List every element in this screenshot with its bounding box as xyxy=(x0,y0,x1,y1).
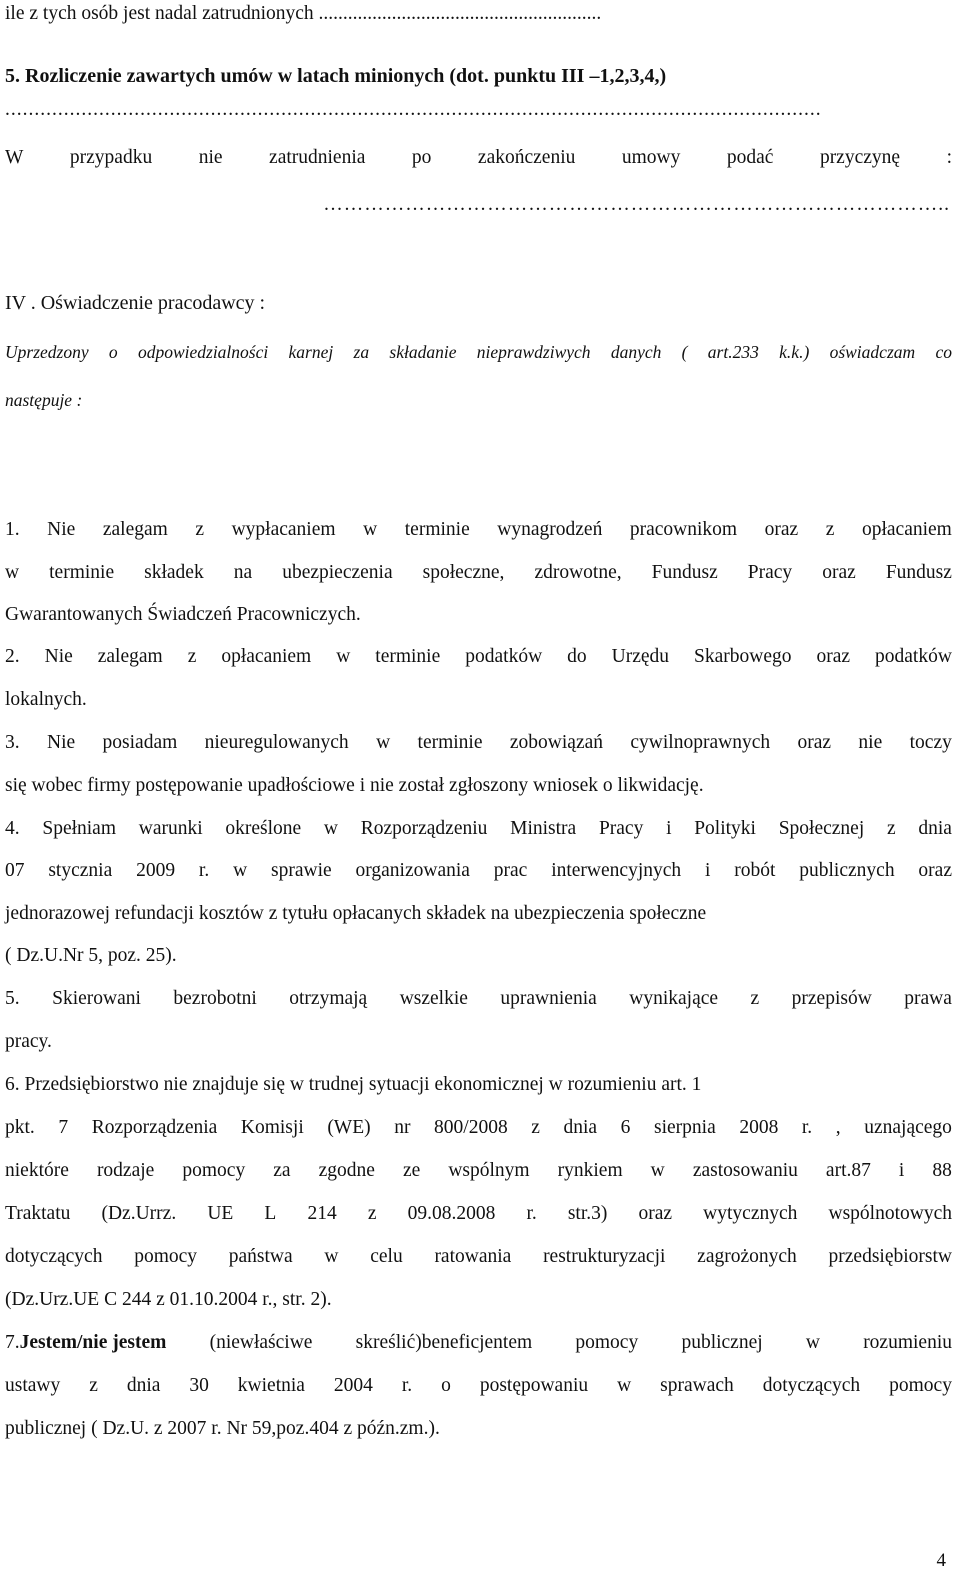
word: z xyxy=(750,988,760,1009)
word: warunki xyxy=(138,818,203,839)
word: Społecznej xyxy=(778,818,865,839)
word: za xyxy=(353,342,370,362)
word: ( xyxy=(681,342,688,362)
word: w xyxy=(617,1375,632,1396)
word: za xyxy=(273,1160,291,1181)
text-line: się wobec firmy postępowanie upadłościowe i nie został zgłoszony wniosek o likwidację. xyxy=(5,775,704,796)
word: po xyxy=(411,147,432,168)
word: skreślić)beneficjentem xyxy=(355,1332,533,1353)
word: i xyxy=(666,818,672,839)
word: 4. xyxy=(5,818,20,839)
word: w xyxy=(805,1332,820,1353)
word: , xyxy=(835,1117,841,1138)
word: w xyxy=(650,1160,665,1181)
word: Komisji xyxy=(240,1117,304,1138)
text-line: publicznej ( Dz.U. z 2007 r. Nr 59,poz.404 z późn.zm.). xyxy=(5,1418,440,1439)
word: wypłacaniem xyxy=(231,519,336,540)
word: i xyxy=(704,860,711,881)
word: Fundusz xyxy=(885,562,952,583)
word: stycznia xyxy=(48,860,113,881)
word: wynagrodzeń xyxy=(497,519,603,540)
word: danych xyxy=(610,342,662,362)
word: Nie xyxy=(44,646,73,667)
word: w xyxy=(323,818,338,839)
word: składanie xyxy=(389,342,457,362)
word: interwencyjnych xyxy=(551,860,682,881)
word: oświadczam xyxy=(829,342,916,362)
word: dotyczących xyxy=(5,1246,103,1267)
section-heading-5: 5. Rozliczenie zawartych umów w latach minionych (dot. punktu III –1,2,3,4,) xyxy=(5,65,667,87)
word: oraz xyxy=(797,732,832,753)
word: z xyxy=(195,519,205,540)
word: podatków xyxy=(875,646,952,667)
word: Skarbowego xyxy=(694,646,792,667)
word: zagrożonych xyxy=(697,1246,797,1267)
word: oraz xyxy=(638,1203,673,1224)
word: z xyxy=(89,1375,98,1396)
word: pomocy xyxy=(134,1246,198,1267)
word: wynikające xyxy=(629,988,719,1009)
word: nie xyxy=(198,147,223,168)
word: 800/2008 xyxy=(434,1117,508,1138)
text-line: 6. Przedsiębiorstwo nie znajduje się w trudnej sytuacji ekonomicznej w rozumieniu art. 1 xyxy=(5,1074,702,1095)
dotted-fill-line: ……………………………………………………………………………….. xyxy=(323,194,950,215)
word: publicznych xyxy=(799,860,895,881)
word: ratowania xyxy=(434,1246,512,1267)
word: 2009 xyxy=(136,860,176,881)
word: uznającego xyxy=(864,1117,952,1138)
justified-line xyxy=(5,561,952,585)
text-line: pracy. xyxy=(5,1031,52,1052)
word: Urzędu xyxy=(611,646,670,667)
word: społeczne, xyxy=(422,562,505,583)
word: zakończeniu xyxy=(477,147,576,168)
word: (niewłaściwe xyxy=(209,1332,313,1353)
word: opłacaniem xyxy=(861,519,952,540)
word: oraz xyxy=(918,860,952,881)
text-line: Gwarantowanych Świadczeń Pracowniczych. xyxy=(5,604,361,625)
word: 88 xyxy=(932,1160,952,1181)
word: W xyxy=(5,147,24,168)
justified-line xyxy=(5,645,952,669)
word: L xyxy=(264,1203,277,1224)
word: w xyxy=(5,562,20,583)
item-7-number: 7. xyxy=(5,1332,20,1353)
word: terminie xyxy=(404,519,470,540)
word: przedsiębiorstw xyxy=(828,1246,952,1267)
word: prawa xyxy=(904,988,952,1009)
word: bezrobotni xyxy=(173,988,257,1009)
word: o xyxy=(108,342,118,362)
word: nieuregulowanych xyxy=(204,732,349,753)
word: Pracy xyxy=(747,562,793,583)
dotted-fill-line: ........................................................................................................................................... xyxy=(5,99,822,120)
word: zdrowotne, xyxy=(534,562,622,583)
word: co xyxy=(935,342,952,362)
word: z xyxy=(886,818,896,839)
word: ubezpieczenia xyxy=(282,562,393,583)
justified-line xyxy=(5,731,952,755)
word: prac xyxy=(493,860,528,881)
word: dotyczących xyxy=(762,1375,861,1396)
word: Nie xyxy=(47,732,76,753)
word: : xyxy=(946,147,952,168)
word: państwa xyxy=(228,1246,293,1267)
word: Rozporządzeniu xyxy=(360,818,488,839)
justified-line xyxy=(5,1202,952,1226)
word: r. xyxy=(198,860,210,881)
word: Skierowani xyxy=(52,988,141,1009)
word: 7 xyxy=(58,1117,69,1138)
word: podać xyxy=(726,147,774,168)
word: 09.08.2008 xyxy=(407,1203,496,1224)
word: podatków xyxy=(465,646,543,667)
word: Fundusz xyxy=(651,562,718,583)
word: Rozporządzenia xyxy=(91,1117,218,1138)
word: do xyxy=(567,646,587,667)
word: Pracy xyxy=(598,818,644,839)
word: sprawie xyxy=(271,860,332,881)
word: opłacaniem xyxy=(221,646,312,667)
justified-line xyxy=(5,859,952,883)
item-7-lead xyxy=(5,1331,166,1355)
page-number: 4 xyxy=(936,1550,946,1571)
word: zalegam xyxy=(97,646,163,667)
word: oraz xyxy=(816,646,851,667)
word: 6 xyxy=(620,1117,631,1138)
word: 214 xyxy=(307,1203,337,1224)
word: 3. xyxy=(5,732,20,753)
word: postępowaniu xyxy=(479,1375,589,1396)
word: w xyxy=(376,732,391,753)
word: w xyxy=(233,860,248,881)
section-heading-iv: IV . Oświadczenie pracodawcy : xyxy=(5,292,266,314)
word: określone xyxy=(225,818,302,839)
word: r. xyxy=(401,1375,413,1396)
text-line: jednorazowej refundacji kosztów z tytułu opłacanych składek na ubezpieczenia społeczne xyxy=(5,903,707,924)
word: karnej xyxy=(288,342,334,362)
word: rodzaje xyxy=(96,1160,155,1181)
word: art.233 xyxy=(707,342,759,362)
justified-line xyxy=(5,518,952,542)
word: (Dz.Urrz. xyxy=(101,1203,177,1224)
word: rynkiem xyxy=(557,1160,623,1181)
word: sierpnia xyxy=(654,1117,716,1138)
word: przypadku xyxy=(69,147,153,168)
word: restrukturyzacji xyxy=(543,1246,666,1267)
word: uprawnienia xyxy=(500,988,597,1009)
word: niektóre xyxy=(5,1160,69,1181)
word: 2008 xyxy=(739,1117,779,1138)
word: Ministra xyxy=(510,818,577,839)
word: zobowiązań xyxy=(509,732,604,753)
word: toczy xyxy=(909,732,952,753)
word: terminie xyxy=(417,732,483,753)
word: art.87 xyxy=(825,1160,871,1181)
justified-line xyxy=(5,1245,952,1269)
word: pomocy xyxy=(182,1160,246,1181)
word: pomocy xyxy=(889,1375,952,1396)
item-7-bold-phrase: Jestem/nie jestem xyxy=(19,1332,167,1353)
word: pracownikom xyxy=(629,519,738,540)
text-line: następuje : xyxy=(5,390,83,410)
word: odpowiedzialności xyxy=(137,342,269,362)
word: Nie xyxy=(47,519,76,540)
text-line: ile z tych osób jest nadal zatrudnionych .......................................................... xyxy=(5,3,602,24)
word: Polityki xyxy=(694,818,756,839)
word: przyczynę xyxy=(819,147,901,168)
word: oraz xyxy=(822,562,856,583)
justified-line xyxy=(5,817,952,841)
word: z xyxy=(187,646,197,667)
word: otrzymają xyxy=(289,988,368,1009)
word: organizowania xyxy=(355,860,470,881)
word: str.3) xyxy=(567,1203,608,1224)
word: zastosowaniu xyxy=(692,1160,798,1181)
word: składek xyxy=(144,562,204,583)
word: 30 xyxy=(189,1375,209,1396)
justified-line-item-7 xyxy=(5,1331,952,1355)
word: wszelkie xyxy=(399,988,468,1009)
word: dnia xyxy=(918,818,952,839)
word: przepisów xyxy=(791,988,872,1009)
word: zgodne xyxy=(318,1160,375,1181)
word: dnia xyxy=(563,1117,598,1138)
word: r. xyxy=(526,1203,537,1224)
word: cywilnoprawnych xyxy=(630,732,771,753)
word: terminie xyxy=(49,562,115,583)
word: oraz xyxy=(764,519,799,540)
word: 1. xyxy=(5,519,20,540)
word: rozumieniu xyxy=(863,1332,952,1353)
word: Uprzedzony xyxy=(5,342,89,362)
justified-line xyxy=(5,146,952,170)
word: UE xyxy=(207,1203,234,1224)
word: pkt. xyxy=(5,1117,35,1138)
justified-line xyxy=(5,1116,952,1140)
text-line: ( Dz.U.Nr 5, poz. 25). xyxy=(5,945,177,966)
justified-line xyxy=(5,987,952,1011)
text-line: (Dz.Urz.UE C 244 z 01.10.2004 r., str. 2). xyxy=(5,1289,332,1310)
word: w xyxy=(324,1246,339,1267)
word: celu xyxy=(370,1246,403,1267)
word: na xyxy=(233,562,253,583)
word: z xyxy=(367,1203,377,1224)
word: nr xyxy=(394,1117,411,1138)
word: 5. xyxy=(5,988,20,1009)
justified-line xyxy=(5,340,952,364)
word: Traktatu xyxy=(5,1203,71,1224)
word: nieprawdziwych xyxy=(476,342,591,362)
word: zalegam xyxy=(102,519,168,540)
word: dnia xyxy=(126,1375,161,1396)
word: ustawy xyxy=(5,1375,61,1396)
word: ze xyxy=(402,1160,421,1181)
word: 2. xyxy=(5,646,20,667)
word: robót xyxy=(734,860,776,881)
word: kwietnia xyxy=(237,1375,305,1396)
word: zatrudnienia xyxy=(269,147,366,168)
word: z xyxy=(825,519,835,540)
word: (WE) xyxy=(327,1117,371,1138)
word: pomocy xyxy=(575,1332,639,1353)
word: sprawach xyxy=(660,1375,734,1396)
word: wytycznych xyxy=(703,1203,798,1224)
word: umowy xyxy=(621,147,681,168)
word: posiadam xyxy=(102,732,178,753)
word: Spełniam xyxy=(42,818,117,839)
word: wspólnym xyxy=(448,1160,530,1181)
word: publicznej xyxy=(681,1332,763,1353)
word: wspólnotowych xyxy=(828,1203,952,1224)
word: nie xyxy=(858,732,883,753)
justified-line xyxy=(5,1159,952,1183)
word: w xyxy=(363,519,378,540)
word: w xyxy=(336,646,351,667)
word: 2004 xyxy=(333,1375,373,1396)
word: r. xyxy=(801,1117,813,1138)
justified-line xyxy=(5,1374,952,1398)
word: 07 xyxy=(5,860,25,881)
text-line: lokalnych. xyxy=(5,689,87,710)
word: k.k.) xyxy=(779,342,810,362)
word: i xyxy=(898,1160,905,1181)
word: o xyxy=(441,1375,451,1396)
word: terminie xyxy=(375,646,441,667)
word: z xyxy=(531,1117,540,1138)
